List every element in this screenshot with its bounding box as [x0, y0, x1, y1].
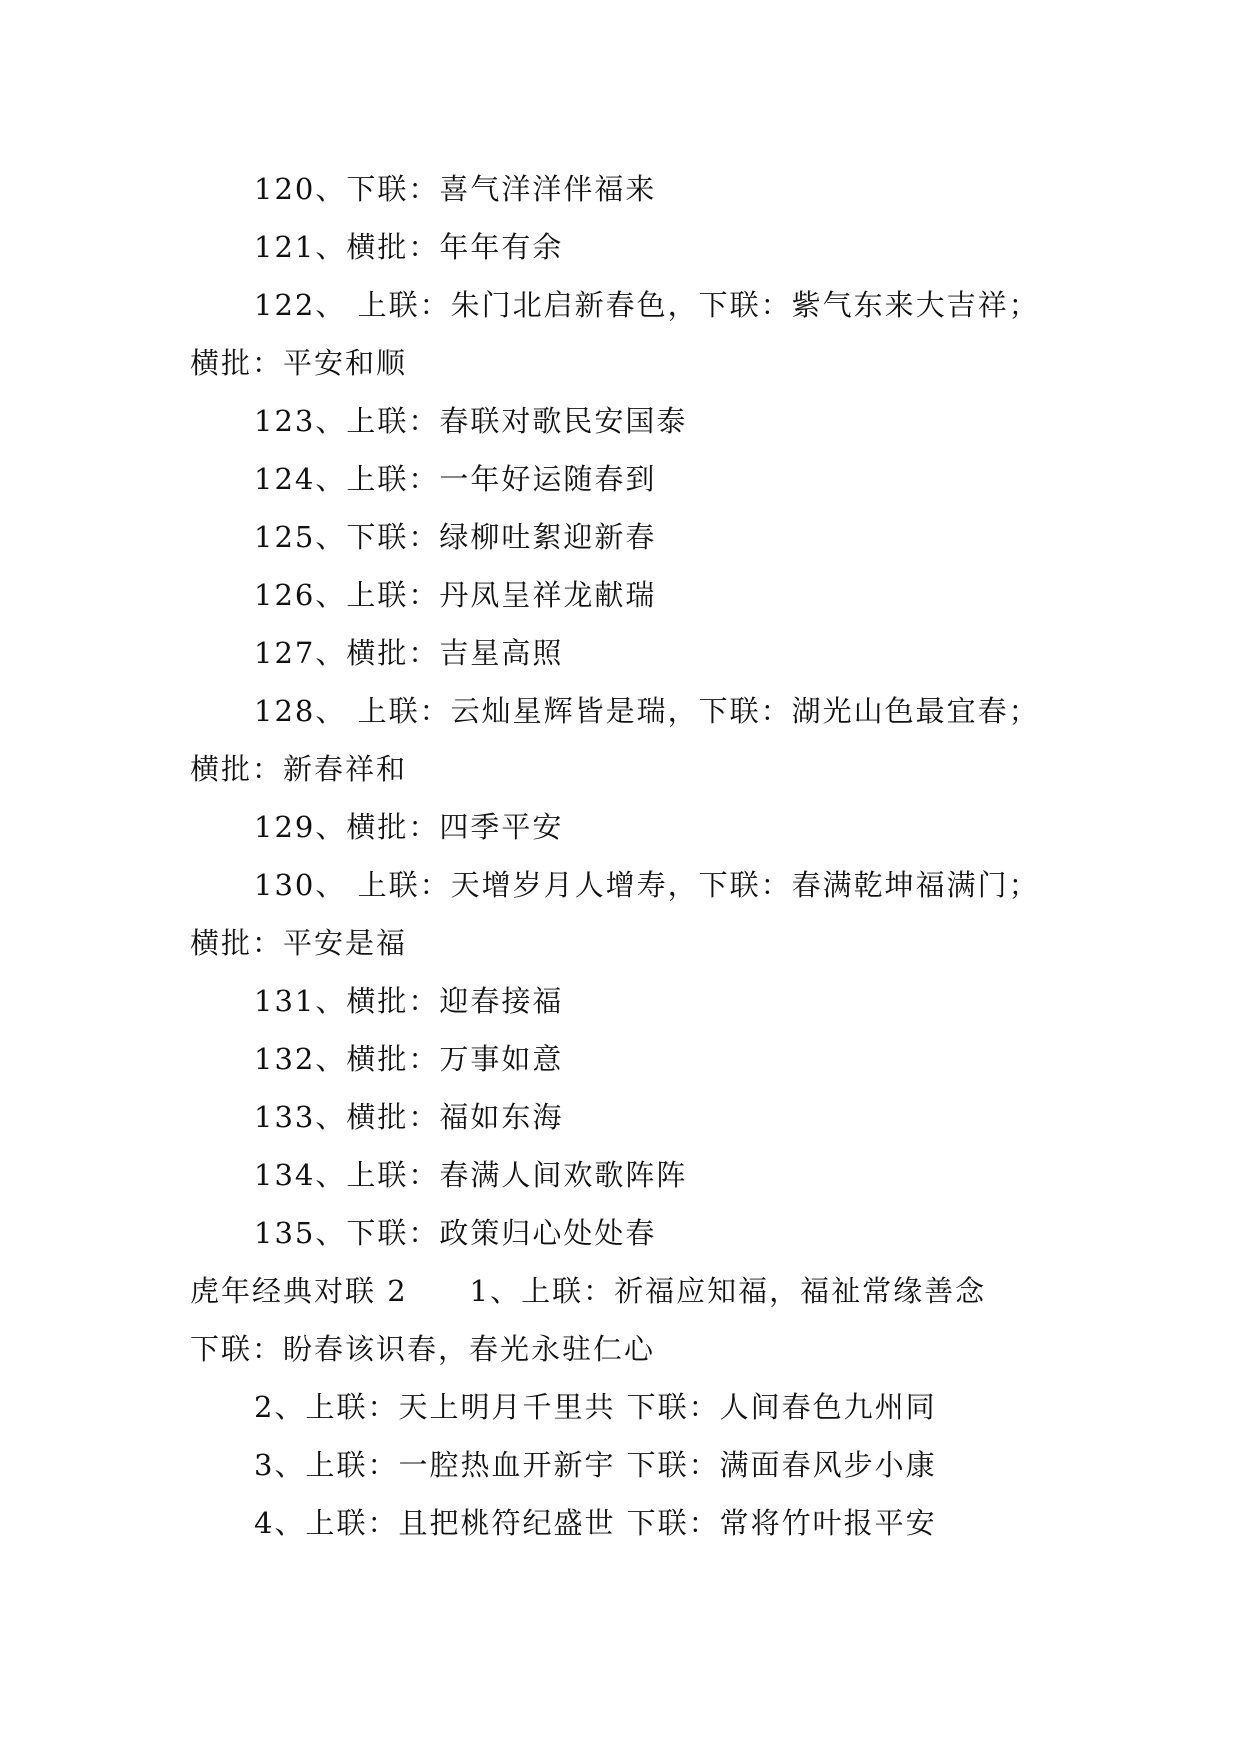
- text-line: 132、横批：万事如意: [254, 1042, 564, 1076]
- text-line: 横批：平安是福: [190, 926, 408, 960]
- text-line: 124、上联：一年好运随春到: [254, 462, 657, 496]
- text-line: 129、横批：四季平安: [254, 810, 564, 844]
- text-line: 123、上联：春联对歌民安国泰: [254, 404, 688, 438]
- text-line: 128、 上联：云灿星辉皆是瑞，下联：湖光山色最宜春；: [254, 694, 1040, 728]
- text-line: 122、 上联：朱门北启新春色，下联：紫气东来大吉祥；: [254, 288, 1040, 322]
- text-line: 135、下联：政策归心处处春: [254, 1216, 657, 1250]
- text-line: 横批：新春祥和: [190, 752, 408, 786]
- text-line: 134、上联：春满人间欢歌阵阵: [254, 1158, 688, 1192]
- text-line: 下联：盼春该识春，春光永驻仁心: [190, 1332, 656, 1366]
- text-line: 130、 上联：天增岁月人增寿，下联：春满乾坤福满门；: [254, 868, 1040, 902]
- text-line: 127、横批：吉星高照: [254, 636, 564, 670]
- text-line: 3、上联：一腔热血开新宇 下联：满面春风步小康: [254, 1448, 937, 1482]
- section-heading-line: [190, 1262, 1070, 1320]
- text-line: 4、上联：且把桃符纪盛世 下联：常将竹叶报平安: [254, 1506, 937, 1540]
- document-body: [190, 160, 1070, 1552]
- text-line: 131、横批：迎春接福: [254, 984, 564, 1018]
- text-line: 126、上联：丹凤呈祥龙献瑞: [254, 578, 657, 612]
- text-line: 120、下联：喜气洋洋伴福来: [254, 172, 657, 206]
- text-line: 125、下联：绿柳吐絮迎新春: [254, 520, 657, 554]
- text-line: 1、上联：祈福应知福，福祉常缘善念: [469, 1274, 987, 1308]
- text-line: 2、上联：天上明月千里共 下联：人间春色九州同: [254, 1390, 937, 1424]
- text-line: 横批：平安和顺: [190, 346, 408, 380]
- section-title: 虎年经典对联 2: [190, 1274, 408, 1308]
- text-line: 133、横批：福如东海: [254, 1100, 564, 1134]
- text-line: 121、横批：年年有余: [254, 230, 564, 264]
